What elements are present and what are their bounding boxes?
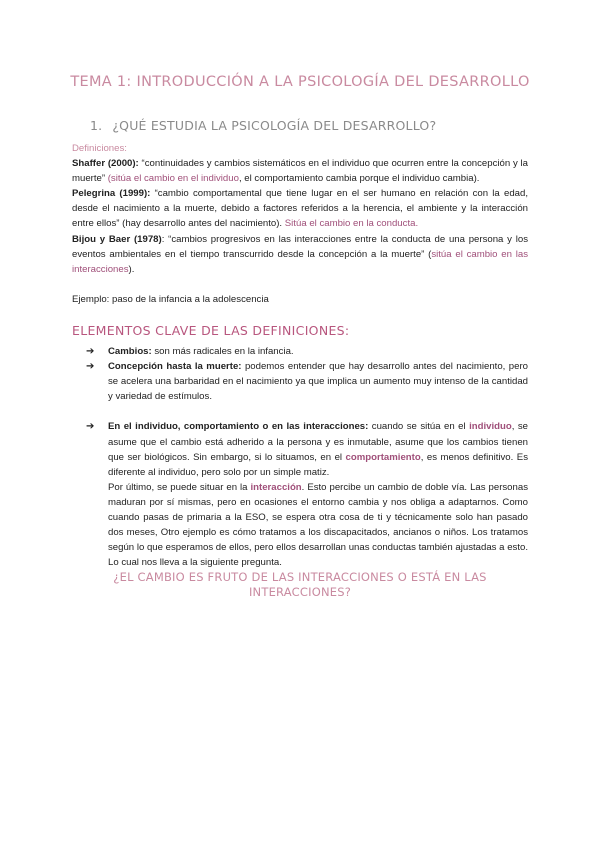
section-heading-1: [90, 118, 436, 133]
list-item: [86, 359, 528, 404]
example-text: Ejemplo: paso de la infancia a la adolescencia: [72, 293, 269, 305]
note-shaffer: (sitúa el cambio en el individuo: [107, 173, 239, 185]
bullet-text: . Esto percibe un cambio de doble vía. Las personas maduran por sí mismas, pero en ocasiones el entorno cambia y nos obliga a adaptarnos. Como cuando pasas de primaria a la ESO, se espera otra cosa de ti y técnicamente solo han pasado dos meses, Otro ejemplo es cómo tratamos a los discapacitados, ancianos o niños. Los tratamos según lo que esperamos de ellos, pero ellos desarrollan unas conductas también ajustadas a esto. Lo cual nos lleva a la siguiente pregunta.: [108, 481, 528, 569]
list-item: [86, 419, 528, 570]
bullet-text: , se asume que el cambio está adherido a la persona y es inmutable, asume que los cambios tienen que ser biológicos. Sin embargo, si lo situamos, en el: [108, 421, 528, 463]
list-spacer: [108, 404, 528, 419]
highlight-individuo: individuo: [469, 421, 512, 433]
highlight-interaccion: interacción: [250, 481, 302, 493]
quote-shaffer: “continuidades y cambios sistemáticos en el individuo que ocurren entre la concepción y la muerte”: [72, 158, 528, 185]
quote-pelegrina: “cambio comportamental que tiene lugar en el ser humano en relación con la edad, desde el nacimiento a la muerte, debido a factores referidos a la herencia, el ambiente y la interacción entre ellos” (hay desarrollo antes del nacimiento).: [72, 188, 528, 230]
highlight-comportamiento: comportamiento: [345, 451, 421, 463]
bullet-bold: Concepción hasta la muerte:: [108, 361, 242, 373]
list-item: [86, 344, 528, 359]
bullet-text: , es menos definitivo. Es diferente al individuo, pero solo por un simple matiz.: [108, 451, 528, 478]
definitions-label: Definiciones:: [72, 143, 127, 154]
section-number: 1.: [90, 118, 103, 133]
definition-shaffer: [72, 156, 528, 186]
bullet-bold: En el individuo, comportamiento o en las interacciones:: [108, 421, 369, 433]
author-shaffer: Shaffer (2000):: [72, 158, 139, 170]
quote-bijou: : “cambios progresivos en las interacciones entre la conducta de una persona y los eventos ambientales en el tiempo transcurrido desde la concepción a la muerte” (: [72, 233, 528, 260]
key-elements-list: [72, 344, 528, 570]
section-heading-2: ELEMENTOS CLAVE DE LAS DEFINICIONES:: [72, 322, 350, 338]
tail-shaffer: , el comportamiento cambia porque el individuo cambia).: [238, 173, 480, 185]
author-bijou: Bijou y Baer (1978): [72, 233, 162, 245]
bullet-text: son más radicales en la infancia.: [151, 346, 294, 358]
tail-bijou: ).: [128, 263, 135, 275]
question-heading: ¿EL CAMBIO ES FRUTO DE LAS INTERACCIONES O ESTÁ EN LAS INTERACCIONES?: [113, 570, 487, 600]
bullet-text: Por último, se puede situar en la: [108, 481, 251, 493]
bullet-bold: Cambios:: [108, 346, 152, 358]
arrow-right-icon: ➔: [86, 346, 95, 358]
definition-bijou: [72, 232, 528, 277]
document-body: [72, 141, 528, 601]
page-title: TEMA 1: INTRODUCCIÓN A LA PSICOLOGÍA DEL DESARROLLO: [70, 74, 530, 90]
bullet-text: cuando se sitúa en el: [368, 421, 470, 433]
definition-pelegrina: [72, 186, 528, 231]
note-pelegrina: Sitúa el cambio en la conducta.: [284, 218, 419, 230]
bullet-text: podemos entender que hay desarrollo antes del nacimiento, pero se acelera una barbaridad en el nacimiento ya que implica un aumento muy intenso de la cantidad y variedad de estímulos.: [108, 361, 528, 403]
author-pelegrina: Pelegrina (1999):: [72, 188, 151, 200]
arrow-right-icon: ➔: [86, 361, 95, 373]
note-bijou: sitúa el cambio en las interacciones: [72, 248, 528, 275]
section-heading-text: ¿QUÉ ESTUDIA LA PSICOLOGÍA DEL DESARROLLO?: [112, 118, 437, 133]
arrow-right-icon: ➔: [86, 421, 95, 433]
